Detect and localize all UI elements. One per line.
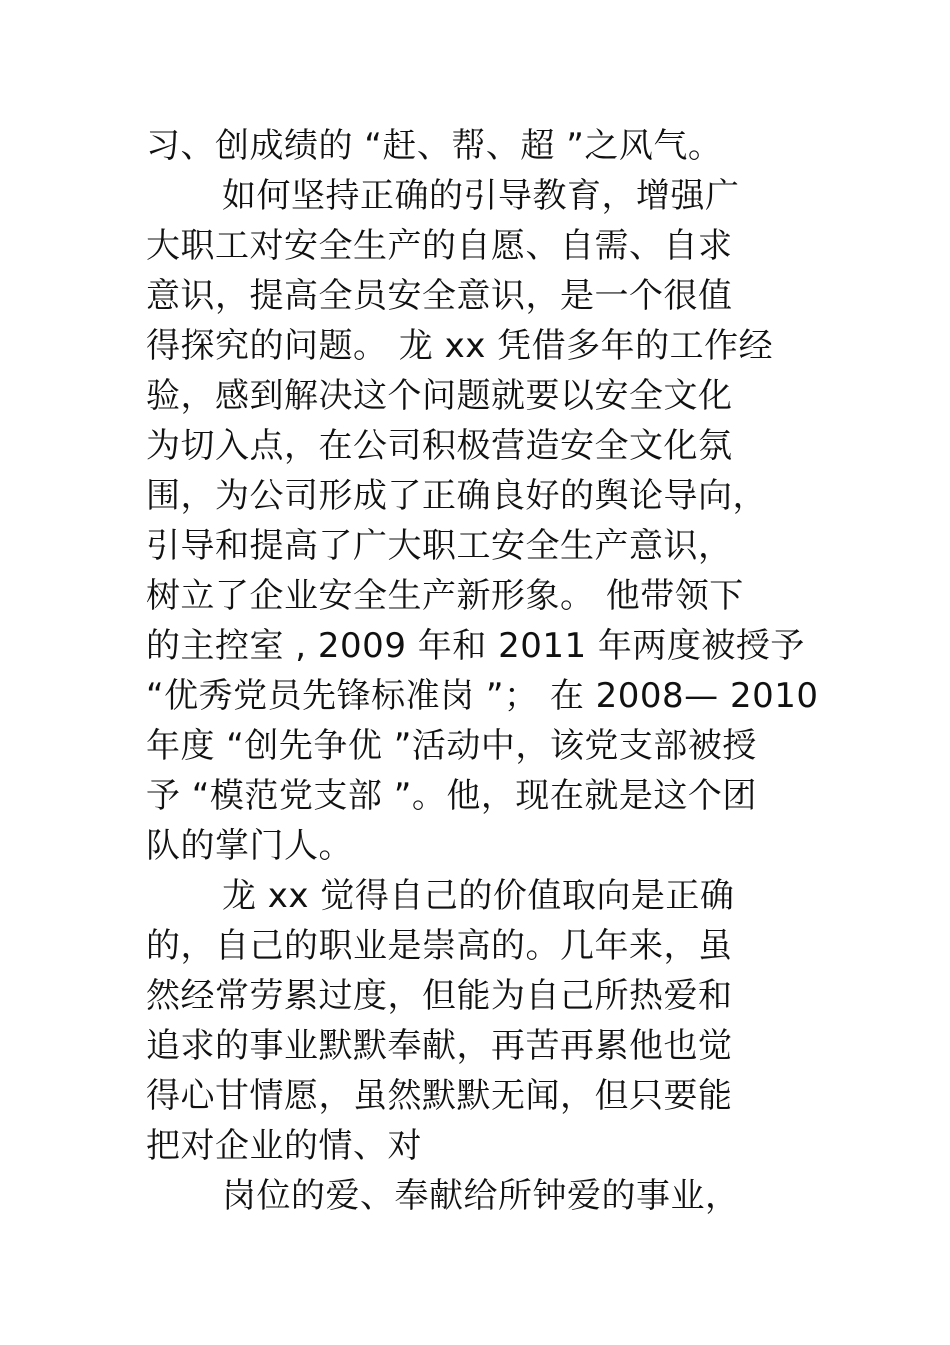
text-line: 追求的事业默默奉献，再苦再累他也觉 <box>146 1026 733 1066</box>
text-line: 引导和提高了广大职工安全生产意识， <box>146 526 733 566</box>
text-line: 得探究的问题。 龙 xx 凭借多年的工作经 <box>146 326 774 366</box>
text-line: 予 “模范党支部 ”。他，现在就是这个团 <box>146 776 757 816</box>
text-line: 树立了企业安全生产新形象。 他带领下 <box>146 576 744 616</box>
text-line: 把对企业的情、对 <box>146 1126 422 1166</box>
text-line: 年度 “创先争优 ”活动中，该党支部被授 <box>146 726 757 766</box>
text-line: 得心甘情愿，虽然默默无闻，但只要能 <box>146 1076 733 1116</box>
text-line: 的主控室 , 2009 年和 2011 年两度被授予 <box>146 626 805 666</box>
text-line: 为切入点，在公司积极营造安全文化氛 <box>146 426 733 466</box>
text-line: 然经常劳累过度，但能为自己所热爱和 <box>146 976 733 1016</box>
text-line: 大职工对安全生产的自愿、自需、自求 <box>146 226 733 266</box>
text-line: 习、创成绩的 “赶、帮、超 ”之风气。 <box>146 126 723 166</box>
paragraph-first-line: 岗位的爱、奉献给所钟爱的事业， <box>222 1176 740 1216</box>
paragraph-first-line: 如何坚持正确的引导教育，增强广 <box>222 176 740 216</box>
text-line: 的，自己的职业是崇高的。几年来，虽 <box>146 926 733 966</box>
text-line: 围，为公司形成了正确良好的舆论导向， <box>146 476 767 516</box>
text-line: 队的掌门人。 <box>146 826 353 866</box>
paragraph-first-line: 龙 xx 觉得自己的价值取向是正确 <box>222 876 735 916</box>
text-line: “优秀党员先锋标准岗 ”； 在 2008— 2010 <box>146 676 819 716</box>
text-line: 意识，提高全员安全意识，是一个很值 <box>146 276 733 316</box>
text-line: 验，感到解决这个问题就要以安全文化 <box>146 376 733 416</box>
